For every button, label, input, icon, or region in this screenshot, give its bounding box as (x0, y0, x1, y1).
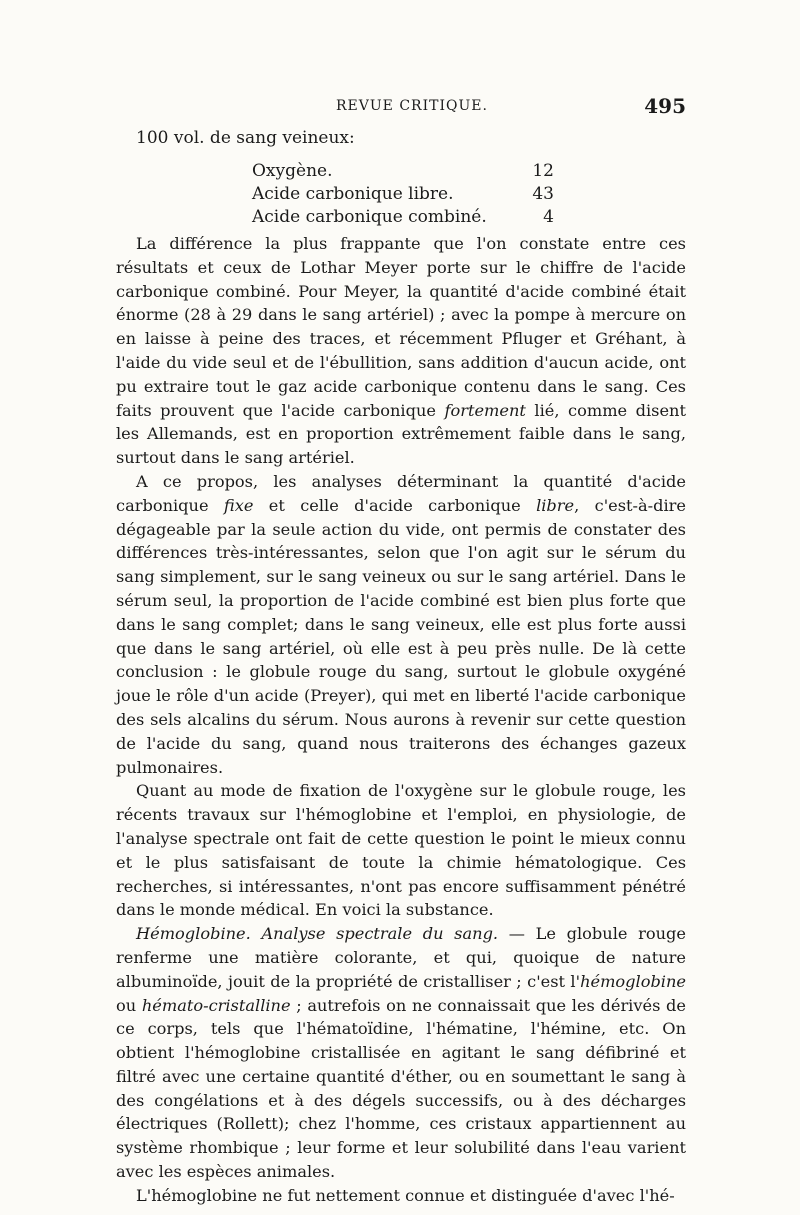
gas-label: Acide carbonique libre. (252, 184, 454, 204)
emphasis-libre: libre (536, 495, 575, 515)
gas-value: 12 (532, 161, 554, 181)
term-hemoglobine: hémoglobine (580, 971, 686, 991)
gas-label: Acide carbonique combiné. (252, 207, 487, 227)
paragraph-4: Hémoglobine. Analyse spectrale du sang. — Le globule rouge renferme une matière colorante, et qui, quoique de nature albuminoïde, jouit de la propriété de cristalliser ; c'est l'hémoglobine ou hémato-cristalline ; autrefois on ne connaissait que les dérivés de ce corps, tels que l'hématoïdine, l'hématine, l'hémine, etc. On obtient l'hémoglobine cristallisée en agitant le sang défibriné et filtré avec une certaine quantité d'éther, ou en soumettant le sang à des congélations et à des dégels successifs, ou à des décharges électriques (Rollett); chez l'homme, ces cristaux appartiennent au système rhombique ; leur forme et leur solubilité dans l'eau varient avec les espèces animales. (116, 924, 686, 1182)
section-heading: Hémoglobine. Analyse spectrale du sang. (136, 924, 499, 944)
running-header (116, 94, 686, 122)
paragraph-5: L'hémoglobine ne fut nettement connue et distinguée d'avec l'hé- (136, 1185, 675, 1205)
running-title: REVUE CRITIQUE. (336, 98, 488, 114)
lead-line: 100 vol. de sang veineux: (136, 128, 355, 148)
gas-value: 4 (543, 207, 554, 227)
emphasis-fixe: fixe (223, 495, 254, 515)
paragraph-3: Quant au mode de fixation de l'oxygène sur le globule rouge, les récents travaux sur l'hémoglobine et l'emploi, en physiologie, de l'analyse spectrale ont fait de cette question le point le mieux connu et le plus satisfaisant de toute la chimie hématologique. Ces recherches, si intéressantes, n'ont pas encore suffisamment pénétré dans le monde médical. En voici la substance. (116, 781, 686, 920)
emphasis-fortement: fortement (444, 400, 526, 420)
table-row (252, 160, 554, 183)
table-row (252, 183, 554, 206)
table-row (252, 206, 554, 229)
paragraph-1: La différence la plus frappante que l'on constate entre ces résultats et ceux de Lothar Meyer porte sur le chiffre de l'acide carbonique combiné. Pour Meyer, la quantité d'acide combiné était énorme (28 à 29 dans le sang artériel) ; avec la pompe à mercure on en laisse à peine des traces, et récemment Pfluger et Gréhant, à l'aide du vide seul et de l'ébullition, sans addition d'aucun acide, ont pu extraire tout le gaz acide carbonique contenu dans le sang. Ces faits prouvent que l'acide carbonique fortement lié, comme disent les Allemands, est en proportion extrêmement faible dans le sang, surtout dans le sang artériel. (116, 234, 686, 468)
page-number: 495 (644, 94, 686, 118)
term-hemato-cristalline: hémato-cristalline (141, 995, 291, 1015)
paragraph-2: A ce propos, les analyses déterminant la quantité d'acide carbonique fixe et celle d'acide carbonique libre, c'est-à-dire dégageable par la seule action du vide, ont permis de constater des différences très-intéressantes, selon que l'on agit sur le sérum du sang simplement, sur le sang veineux ou sur le sang artériel. Dans le sérum seul, la proportion de l'acide combiné est bien plus forte que dans le sang complet; dans le sang veineux, elle est plus forte aussi que dans le sang artériel, où elle est à peu près nulle. De là cette conclusion : le globule rouge du sang, surtout le globule oxygéné joue le rôle d'un acide (Preyer), qui met en liberté l'acide carbonique des sels alcalins du sérum. Nous aurons à revenir sur cette question de l'acide du sang, quand nous traiterons des échanges gazeux pulmonaires. (116, 471, 686, 777)
body-text (116, 232, 686, 1208)
gas-composition-table (252, 160, 554, 229)
gas-label: Oxygène. (252, 161, 333, 181)
gas-value: 43 (532, 184, 554, 204)
